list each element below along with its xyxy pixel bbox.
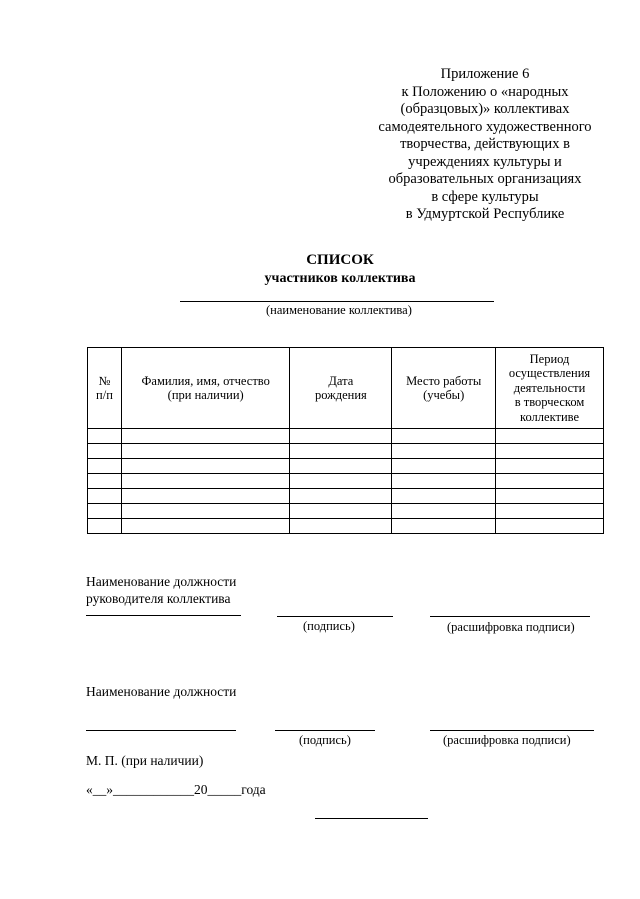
bottom-rule bbox=[315, 818, 428, 819]
official-position-field bbox=[86, 730, 236, 731]
header-text: № bbox=[98, 373, 111, 388]
header-text: коллективе bbox=[520, 409, 580, 424]
header-full-name bbox=[121, 348, 290, 429]
appendix-line: учреждениях культуры и bbox=[408, 153, 562, 170]
table-cell[interactable] bbox=[88, 519, 122, 534]
leader-position-field bbox=[86, 615, 241, 616]
document-title: СПИСОК bbox=[306, 252, 374, 268]
leader-signature-line bbox=[277, 616, 393, 617]
header-text: в творческом bbox=[514, 395, 585, 410]
official-signature-caption: (подпись) bbox=[299, 733, 351, 747]
table-cell[interactable] bbox=[121, 474, 290, 489]
document-subtitle: участников коллектива bbox=[264, 271, 416, 286]
collective-name-caption: (наименование коллектива) bbox=[266, 303, 412, 317]
table-cell[interactable] bbox=[496, 474, 604, 489]
table-cell[interactable] bbox=[392, 504, 496, 519]
header-birth-date bbox=[290, 348, 392, 429]
table-cell[interactable] bbox=[88, 489, 122, 504]
table-cell[interactable] bbox=[496, 519, 604, 534]
table-cell[interactable] bbox=[290, 519, 392, 534]
header-workplace bbox=[392, 348, 496, 429]
table-row bbox=[88, 429, 604, 444]
members-table bbox=[87, 347, 604, 534]
table-cell[interactable] bbox=[496, 504, 604, 519]
table-cell[interactable] bbox=[88, 474, 122, 489]
header-period bbox=[496, 348, 604, 429]
appendix-line: образовательных организациях bbox=[388, 171, 582, 187]
official-position-label: Наименование должности bbox=[86, 684, 237, 699]
table-cell[interactable] bbox=[496, 459, 604, 474]
date-line: «__»____________20_____года bbox=[86, 782, 266, 797]
table-cell[interactable] bbox=[496, 489, 604, 504]
table-cell[interactable] bbox=[121, 504, 290, 519]
table-row bbox=[88, 504, 604, 519]
table-cell[interactable] bbox=[392, 444, 496, 459]
leader-position-line1: Наименование должности bbox=[86, 574, 237, 589]
header-text: деятельности bbox=[513, 380, 586, 395]
header-text: Фамилия, имя, отчество bbox=[141, 373, 270, 388]
leader-decryption-caption: (расшифровка подписи) bbox=[447, 620, 575, 634]
collective-name-line bbox=[180, 301, 494, 302]
table-row bbox=[88, 489, 604, 504]
appendix-line: в сфере культуры bbox=[431, 188, 539, 205]
header-text: осуществления bbox=[508, 366, 591, 381]
header-text: рождения bbox=[314, 388, 367, 402]
table-row bbox=[88, 459, 604, 474]
official-signature-line bbox=[275, 730, 375, 731]
header-text: (при наличии) bbox=[167, 388, 244, 402]
appendix-line: к Положению о «народных bbox=[401, 83, 569, 100]
table-cell[interactable] bbox=[392, 474, 496, 489]
table-cell[interactable] bbox=[496, 444, 604, 459]
table-cell[interactable] bbox=[121, 444, 290, 459]
table-cell[interactable] bbox=[392, 429, 496, 444]
table-cell[interactable] bbox=[290, 474, 392, 489]
table-cell[interactable] bbox=[121, 459, 290, 474]
header-text: Место работы bbox=[406, 373, 482, 388]
table-row bbox=[88, 519, 604, 534]
header-text: п/п bbox=[96, 388, 113, 402]
table-cell[interactable] bbox=[88, 459, 122, 474]
header-number bbox=[88, 348, 122, 429]
official-decryption-line bbox=[430, 730, 594, 731]
table-cell[interactable] bbox=[88, 429, 122, 444]
table-cell[interactable] bbox=[496, 429, 604, 444]
table-cell[interactable] bbox=[121, 429, 290, 444]
stamp-label: М. П. (при наличии) bbox=[86, 753, 204, 768]
table-cell[interactable] bbox=[290, 489, 392, 504]
table-cell[interactable] bbox=[88, 504, 122, 519]
appendix-line: творчества, действующих в bbox=[400, 136, 570, 152]
appendix-line: самодеятельного художественного bbox=[378, 118, 592, 135]
leader-position-label bbox=[86, 573, 236, 607]
table-cell[interactable] bbox=[290, 444, 392, 459]
leader-decryption-line bbox=[430, 616, 590, 617]
official-decryption-caption: (расшифровка подписи) bbox=[443, 733, 571, 747]
table-cell[interactable] bbox=[88, 444, 122, 459]
table-cell[interactable] bbox=[392, 459, 496, 474]
table-cell[interactable] bbox=[290, 459, 392, 474]
header-text: Дата bbox=[328, 373, 354, 388]
leader-signature-caption: (подпись) bbox=[303, 619, 355, 633]
table-cell[interactable] bbox=[392, 519, 496, 534]
appendix-header bbox=[360, 66, 610, 224]
table-cell[interactable] bbox=[290, 429, 392, 444]
table-cell[interactable] bbox=[121, 489, 290, 504]
header-text: (учебы) bbox=[423, 388, 465, 402]
table-row bbox=[88, 444, 604, 459]
table-cell[interactable] bbox=[392, 489, 496, 504]
table-cell[interactable] bbox=[290, 504, 392, 519]
appendix-line: (образцовых)» коллективах bbox=[400, 101, 570, 117]
table-row bbox=[88, 474, 604, 489]
table-cell[interactable] bbox=[121, 519, 290, 534]
leader-position-line2: руководителя коллектива bbox=[86, 591, 231, 606]
appendix-line: в Удмуртской Республике bbox=[405, 206, 565, 222]
header-text: Период bbox=[529, 351, 570, 366]
table-header-row bbox=[88, 348, 604, 429]
appendix-line: Приложение 6 bbox=[440, 66, 530, 82]
